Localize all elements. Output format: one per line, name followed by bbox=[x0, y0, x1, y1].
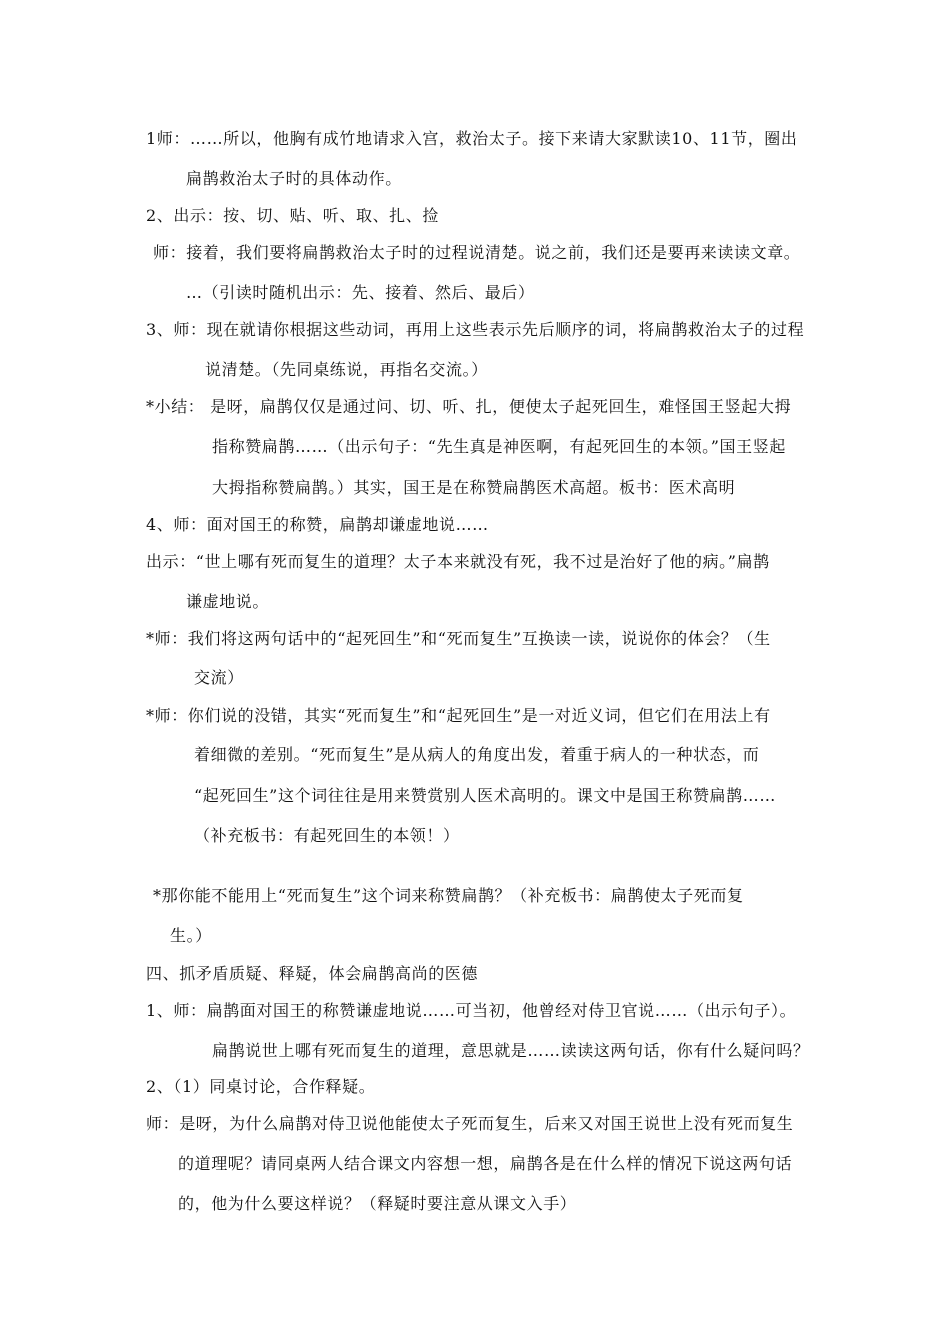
text-line: （补充板书：有起死回生的本领！） bbox=[194, 826, 460, 845]
text-line: 说清楚。（先同桌练说，再指名交流。） bbox=[205, 360, 488, 379]
text-line: *师：你们说的没错，其实“死而复生”和“起死回生”是一对近义词，但它们在用法上有 bbox=[146, 706, 771, 725]
text-line: 大拇指称赞扁鹊。）其实，国王是在称赞扁鹊医术高超。板书：医术高明 bbox=[212, 478, 736, 497]
text-line: *师：我们将这两句话中的“起死回生”和“死而复生”互换读一读，说说你的体会？（生 bbox=[146, 629, 771, 648]
text-line: 着细微的差别。“死而复生”是从病人的角度出发，着重于病人的一种状态，而 bbox=[194, 745, 760, 764]
text-line: 谦虚地说。 bbox=[186, 592, 270, 611]
text-line: 扁鹊说世上哪有死而复生的道理，意思就是……读读这两句话，你有什么疑问吗？ bbox=[212, 1041, 810, 1060]
text-line: 出示：“世上哪有死而复生的道理？太子本来就没有死，我不过是治好了他的病。”扁鹊 bbox=[146, 552, 770, 571]
text-line: *那你能不能用上“死而复生”这个词来称赞扁鹊？（补充板书：扁鹊使太子死而复 bbox=[153, 886, 744, 905]
text-line: 4、师：面对国王的称赞，扁鹊却谦虚地说…… bbox=[146, 515, 489, 534]
text-line: 1、师：扁鹊面对国王的称赞谦虚地说……可当初，他曾经对侍卫官说……（出示句子）。 bbox=[146, 1001, 797, 1020]
text-line: 扁鹊救治太子时的具体动作。 bbox=[186, 169, 402, 188]
text-line: 2、（1）同桌讨论，合作释疑。 bbox=[146, 1077, 376, 1096]
text-line: 1师：……所以，他胸有成竹地请求入宫，救治太子。接下来请大家默读10、11节，圈出 bbox=[146, 129, 798, 148]
text-line: 师：是呀，为什么扁鹊对侍卫说他能使太子死而复生，后来又对国王说世上没有死而复生 bbox=[146, 1114, 794, 1133]
text-line: 3、师：现在就请你根据这些动词，再用上这些表示先后顺序的词，将扁鹊救治太子的过程 bbox=[146, 320, 805, 339]
text-line: 交流） bbox=[194, 668, 244, 687]
text-line: 的道理呢？请同桌两人结合课文内容想一想，扁鹊各是在什么样的情况下说这两句话 bbox=[178, 1154, 793, 1173]
text-line: 四、抓矛盾质疑、释疑，体会扁鹊高尚的医德 bbox=[146, 964, 479, 983]
text-line: “起死回生”这个词往往是用来赞赏别人医术高明的。课文中是国王称赞扁鹊…… bbox=[194, 786, 776, 805]
text-line: …（引读时随机出示：先、接着、然后、最后） bbox=[186, 283, 535, 302]
text-line: *小结： 是呀，扁鹊仅仅是通过问、切、听、扎，便使太子起死回生，难怪国王竖起大拇 bbox=[146, 397, 792, 416]
text-line: 2、出示：按、切、贴、听、取、扎、捡 bbox=[146, 206, 439, 225]
text-line: 生。） bbox=[170, 926, 212, 945]
text-line: 的，他为什么要这样说？（释疑时要注意从课文入手） bbox=[178, 1194, 577, 1213]
text-line: 指称赞扁鹊……（出示句子：“先生真是神医啊，有起死回生的本领。”国王竖起 bbox=[212, 437, 786, 456]
text-line: 师：接着，我们要将扁鹊救治太子时的过程说清楚。说之前，我们还是要再来读读文章。 bbox=[153, 243, 801, 262]
